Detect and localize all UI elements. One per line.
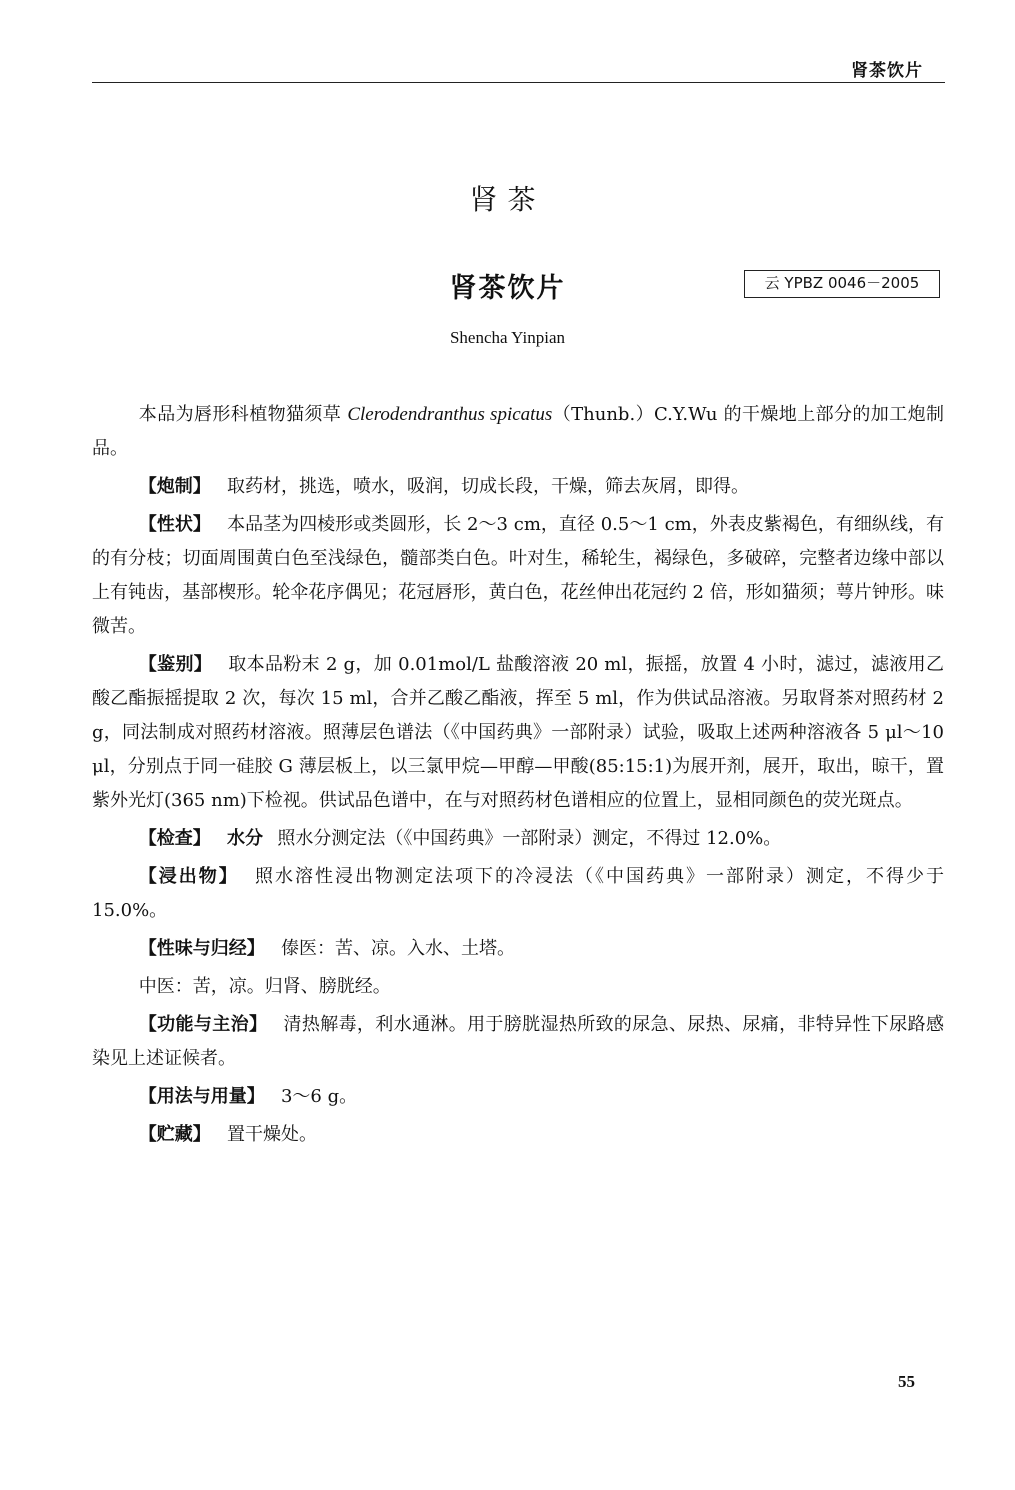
section-text: 取本品粉末 2 g，加 0.01mol/L 盐酸溶液 20 ml，振摇，放置 4 小时，滤过，滤液用乙酸乙酯振摇提取 2 次，每次 15 ml，合并乙酸乙酯液，挥至 5 ml，作为供试品溶液。另取肾茶对照药材 2 g，同法制成对照药材溶液。照薄层色谱法（《中国药典》一部附录）试验，吸取上述两种溶液各 5 μl～10 μl，分别点于同一硅胶 G 薄层板上，以三氯甲烷—甲醇—甲酸(85:15:1)为展开剂，展开，取出，晾干，置紫外光灯(365 nm)下检视。供试品色谱中，在与对照药材色谱相应的位置上，显相同颜色的荧光斑点。 — [92, 654, 945, 811]
section-text: 置干燥处。 — [226, 1124, 317, 1145]
section-label: 【鉴别】 — [138, 654, 213, 675]
sub-title: 肾茶饮片 — [449, 273, 566, 304]
section-label: 【浸出物】 — [138, 866, 239, 887]
section-label: 【炮制】 — [138, 476, 211, 497]
section-jianbie — [92, 648, 944, 818]
standard-number-box: 云 YPBZ 0046－2005 — [744, 270, 940, 298]
section-label: 【检查】 — [138, 828, 211, 849]
section-text: 3～6 g。 — [280, 1086, 358, 1107]
intro-paragraph — [92, 398, 944, 466]
section-text: 照水分测定法（《中国药典》一部附录）测定，不得过 12.0%。 — [277, 828, 782, 849]
intro-text-before: 本品为唇形科植物猫须草 — [138, 404, 348, 425]
section-text: 中医：苦，凉。归肾、膀胱经。 — [138, 976, 391, 997]
section-label: 【性味与归经】 — [138, 938, 265, 959]
section-paozhi — [92, 470, 944, 504]
section-yongfa — [92, 1080, 944, 1114]
section-zhongyi — [92, 970, 944, 1004]
section-text: 清热解毒，利水通淋。用于膀胱湿热所致的尿急、尿热、尿痛，非特异性下尿路感染见上述证候者。 — [92, 1014, 945, 1069]
section-jiancha — [92, 822, 944, 856]
section-label: 【功能与主治】 — [138, 1014, 268, 1035]
main-title: 肾茶 — [469, 183, 546, 216]
monograph-body — [92, 398, 944, 1156]
section-gongneng — [92, 1008, 944, 1076]
section-xingzhuang — [92, 508, 944, 644]
section-text: 傣医：苦、凉。入水、土塔。 — [280, 938, 515, 959]
section-jinchuwu — [92, 860, 944, 928]
pinyin-title: Shencha Yinpian — [449, 328, 566, 347]
section-label: 【用法与用量】 — [138, 1086, 265, 1107]
section-label: 【性状】 — [138, 514, 211, 535]
latin-name: Clerodendranthus spicatus — [347, 404, 553, 425]
section-label: 【贮藏】 — [138, 1124, 211, 1145]
section-sublabel: 水分 — [226, 828, 263, 849]
intro-text-after: （Thunb.）C.Y.Wu 的干燥地上部分的加工炮制品。 — [92, 404, 944, 459]
section-text: 取药材，挑选，喷水，吸润，切成长段，干燥，筛去灰屑，即得。 — [226, 476, 749, 497]
running-header: 肾茶饮片 — [851, 61, 923, 81]
section-text: 本品茎为四棱形或类圆形，长 2～3 cm，直径 0.5～1 cm，外表皮紫褐色，有细纵线，有的有分枝；切面周围黄白色至浅绿色，髓部类白色。叶对生，稀轮生，褐绿色，多破碎，完整者边缘中部以上有钝齿，基部楔形。轮伞花序偶见；花冠唇形，黄白色，花丝伸出花冠约 2 倍，形如猫须；萼片钟形。味微苦。 — [92, 514, 944, 637]
section-text: 照水溶性浸出物测定法项下的冷浸法（《中国药典》一部附录）测定，不得少于 15.0%。 — [92, 866, 945, 921]
section-xingwei — [92, 932, 944, 966]
header-rule — [92, 82, 945, 83]
section-zhucang — [92, 1118, 944, 1152]
page-number: 55 — [898, 1372, 915, 1391]
